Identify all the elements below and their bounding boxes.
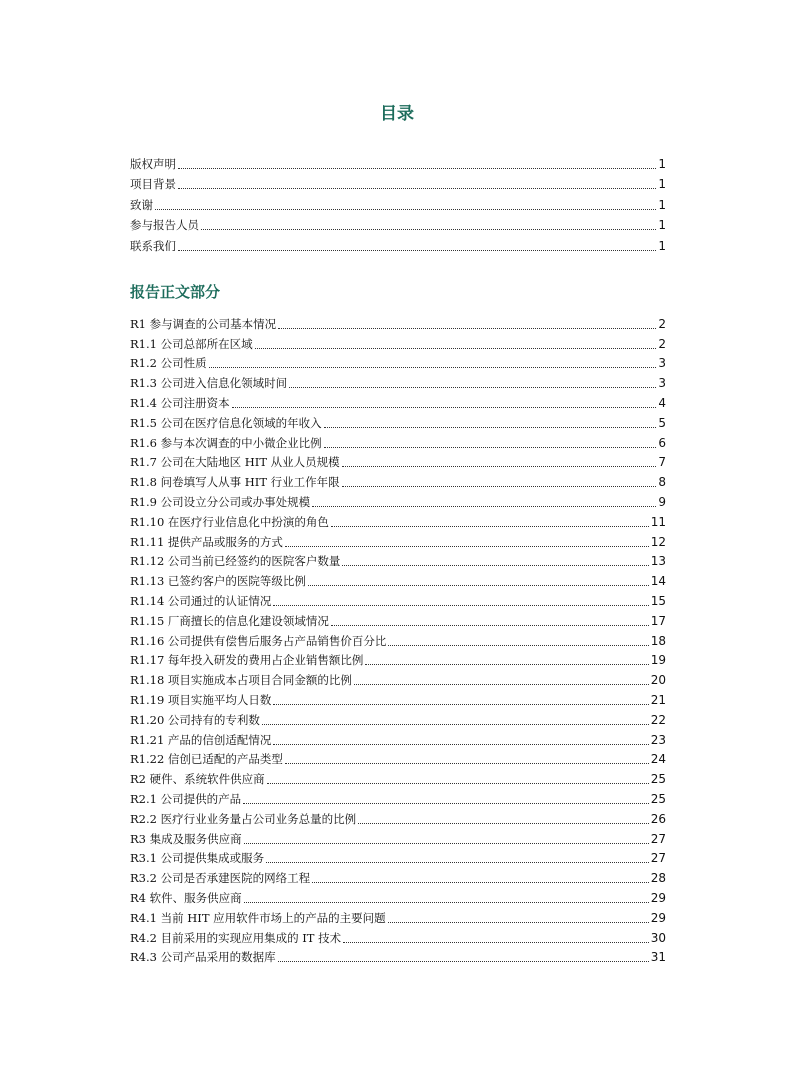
toc-entry-page: 20	[650, 673, 666, 688]
dot-leader	[285, 546, 649, 547]
toc-entry-label: R1.19 项目实施平均人日数	[130, 692, 272, 707]
toc-entry-label: R1.1 公司总部所在区域	[130, 336, 253, 351]
toc-title: 目录	[380, 104, 414, 124]
toc-entry-page: 24	[650, 752, 666, 767]
toc-entry-page: 14	[650, 574, 666, 589]
toc-entry-label: R1.3 公司进入信息化领域时间	[130, 376, 288, 391]
dot-leader	[342, 565, 648, 566]
front-matter-toc	[130, 151, 666, 254]
dot-leader	[273, 704, 648, 705]
toc-entry-page: 15	[650, 593, 666, 608]
dot-leader	[266, 862, 649, 863]
toc-entry-label: R3.1 公司提供集成或服务	[130, 851, 265, 866]
toc-entry-label: 参与报告人员	[130, 218, 199, 232]
toc-entry-label: R1.9 公司设立分公司或办事处规模	[130, 494, 311, 509]
dot-leader	[342, 486, 657, 487]
toc-entry-page: 12	[650, 534, 666, 549]
dot-leader	[342, 466, 657, 467]
toc-entry-page: 1	[658, 238, 666, 253]
toc-entry[interactable]	[130, 589, 666, 609]
dot-leader	[312, 506, 656, 507]
toc-entry[interactable]	[130, 569, 666, 589]
toc-entry-page: 2	[658, 336, 666, 351]
toc-entry[interactable]	[130, 510, 666, 530]
dot-leader	[388, 922, 649, 923]
toc-entry-label: R1.2 公司性质	[130, 356, 207, 371]
toc-entry-page: 9	[658, 494, 666, 509]
dot-leader	[289, 387, 656, 388]
toc-entry[interactable]	[130, 470, 666, 490]
dot-leader	[343, 942, 649, 943]
toc-entry[interactable]	[130, 946, 666, 966]
toc-entry-page: 26	[650, 811, 666, 826]
toc-entry[interactable]	[130, 451, 666, 471]
toc-entry-label: R1.13 已签约客户的医院等级比例	[130, 574, 306, 589]
toc-entry[interactable]	[130, 787, 666, 807]
toc-entry[interactable]	[130, 866, 666, 886]
toc-entry-label: R1.14 公司通过的认证情况	[130, 593, 272, 608]
dot-leader	[273, 744, 648, 745]
toc-entry-label: R1.5 公司在医疗信息化领域的年收入	[130, 415, 322, 430]
toc-entry-page: 25	[650, 791, 666, 806]
toc-entry-page: 21	[650, 692, 666, 707]
toc-entry-label: 联系我们	[130, 238, 176, 253]
toc-entry-label: R1.17 每年投入研发的费用占企业销售额比例	[130, 653, 364, 668]
toc-entry-label: R1 参与调查的公司基本情况	[130, 316, 277, 331]
toc-entry-page: 5	[658, 415, 666, 430]
toc-entry-label: R2 硬件、系统软件供应商	[130, 772, 265, 787]
dot-leader	[285, 763, 649, 764]
toc-entry-page: 1	[658, 177, 666, 191]
dot-leader	[201, 229, 656, 230]
toc-entry-page: 18	[650, 633, 666, 648]
dot-leader	[308, 585, 649, 586]
toc-entry-label: 项目背景	[130, 177, 176, 191]
toc-entry-page: 8	[658, 475, 666, 490]
dot-leader	[388, 645, 648, 646]
toc-entry-page: 19	[650, 653, 666, 668]
toc-entry-page: 7	[658, 455, 666, 470]
toc-entry-page: 1	[658, 218, 666, 232]
toc-entry-page: 3	[658, 356, 666, 371]
toc-entry[interactable]	[130, 609, 666, 629]
toc-entry-label: R1.22 信创已适配的产品类型	[130, 752, 283, 767]
dot-leader	[278, 328, 656, 329]
toc-entry-page: 25	[650, 772, 666, 787]
toc-entry[interactable]	[130, 530, 666, 550]
dot-leader	[331, 625, 649, 626]
dot-leader	[354, 684, 649, 685]
toc-entry-label: R2.2 医疗行业业务量占公司业务总量的比例	[130, 811, 357, 826]
toc-entry[interactable]	[130, 629, 666, 649]
toc-entry-label: R1.4 公司注册资本	[130, 395, 230, 410]
toc-entry[interactable]	[130, 688, 666, 708]
dot-leader	[358, 823, 649, 824]
toc-entry-label: R4.2 目前采用的实现应用集成的 IT 技术	[130, 930, 342, 945]
toc-entry-label: R4.1 当前 HIT 应用软件市场上的产品的主要问题	[130, 910, 386, 925]
toc-entry-page: 29	[650, 890, 666, 905]
dot-leader	[324, 427, 657, 428]
toc-entry-page: 28	[650, 871, 666, 886]
dot-leader	[232, 407, 657, 408]
dot-leader	[267, 783, 649, 784]
toc-entry-label: R1.6 参与本次调查的中小微企业比例	[130, 435, 322, 450]
section-title: 报告正文部分	[130, 283, 221, 301]
toc-entry-label: R1.10 在医疗行业信息化中扮演的角色	[130, 514, 329, 529]
toc-entry[interactable]	[130, 827, 666, 847]
toc-entry-page: 3	[658, 376, 666, 391]
body-toc	[130, 312, 666, 965]
toc-entry-page: 23	[650, 732, 666, 747]
toc-entry[interactable]	[130, 192, 666, 213]
toc-entry-page: 6	[658, 435, 666, 450]
toc-entry-label: R1.16 公司提供有偿售后服务占产品销售价百分比	[130, 633, 387, 648]
dot-leader	[178, 250, 656, 251]
dot-leader	[365, 664, 648, 665]
toc-entry[interactable]	[130, 926, 666, 946]
dot-leader	[262, 724, 649, 725]
toc-entry-label: R3.2 公司是否承建医院的网络工程	[130, 871, 311, 886]
toc-entry[interactable]	[130, 728, 666, 748]
dot-leader	[244, 843, 649, 844]
toc-entry-label: R3 集成及服务供应商	[130, 831, 242, 846]
dot-leader	[278, 961, 649, 962]
toc-entry-label: R1.8 问卷填写人从事 HIT 行业工作年限	[130, 475, 340, 490]
toc-entry-page: 13	[650, 554, 666, 569]
dot-leader	[331, 526, 649, 527]
toc-entry[interactable]	[130, 213, 666, 234]
toc-entry[interactable]	[130, 391, 666, 411]
toc-entry-page: 31	[650, 950, 666, 965]
dot-leader	[155, 209, 656, 210]
toc-entry[interactable]	[130, 172, 666, 193]
toc-entry-page: 29	[650, 910, 666, 925]
toc-entry[interactable]	[130, 332, 666, 352]
dot-leader	[255, 348, 657, 349]
toc-entry[interactable]	[130, 649, 666, 669]
toc-entry-label: 致谢	[130, 197, 153, 212]
toc-entry-label: R1.20 公司持有的专利数	[130, 712, 260, 727]
toc-entry-label: R1.21 产品的信创适配情况	[130, 732, 272, 747]
toc-entry-label: R1.18 项目实施成本占项目合同金额的比例	[130, 673, 352, 688]
toc-entry[interactable]	[130, 708, 666, 728]
toc-entry[interactable]	[130, 371, 666, 391]
toc-entry-label: R4 软件、服务供应商	[130, 890, 242, 905]
toc-entry[interactable]	[130, 352, 666, 372]
toc-entry-page: 1	[658, 197, 666, 212]
dot-leader	[178, 168, 656, 169]
toc-entry-page: 11	[650, 514, 666, 529]
toc-entry[interactable]	[130, 411, 666, 431]
toc-entry-page: 17	[650, 613, 666, 628]
toc-entry[interactable]	[130, 886, 666, 906]
toc-entry-label: R1.11 提供产品或服务的方式	[130, 534, 283, 549]
toc-entry-page: 27	[650, 851, 666, 866]
toc-entry[interactable]	[130, 431, 666, 451]
dot-leader	[324, 447, 657, 448]
toc-entry-page: 27	[650, 831, 666, 846]
toc-entry-page: 2	[658, 316, 666, 331]
toc-entry[interactable]	[130, 312, 666, 332]
toc-entry-label: R1.12 公司当前已经签约的医院客户数量	[130, 554, 341, 569]
toc-entry-label: R4.3 公司产品采用的数据库	[130, 950, 276, 965]
toc-entry[interactable]	[130, 233, 666, 254]
dot-leader	[243, 803, 649, 804]
toc-entry[interactable]	[130, 906, 666, 926]
dot-leader	[209, 367, 657, 368]
dot-leader	[273, 605, 648, 606]
toc-entry[interactable]	[130, 807, 666, 827]
toc-entry-label: R1.7 公司在大陆地区 HIT 从业人员规模	[130, 455, 340, 470]
toc-entry[interactable]	[130, 151, 666, 172]
toc-entry[interactable]	[130, 767, 666, 787]
toc-entry-page: 1	[658, 156, 666, 171]
toc-entry-label: R2.1 公司提供的产品	[130, 791, 242, 806]
toc-entry[interactable]	[130, 847, 666, 867]
toc-entry-page: 22	[650, 712, 666, 727]
toc-entry[interactable]	[130, 550, 666, 570]
toc-entry-label: 版权声明	[130, 156, 176, 171]
dot-leader	[178, 188, 656, 189]
toc-entry-page: 30	[650, 930, 666, 945]
toc-entry-label: R1.15 厂商擅长的信息化建设领域情况	[130, 613, 329, 628]
toc-entry[interactable]	[130, 668, 666, 688]
dot-leader	[244, 902, 649, 903]
toc-entry-page: 4	[658, 395, 666, 410]
dot-leader	[312, 882, 649, 883]
toc-entry[interactable]	[130, 748, 666, 768]
toc-entry[interactable]	[130, 490, 666, 510]
